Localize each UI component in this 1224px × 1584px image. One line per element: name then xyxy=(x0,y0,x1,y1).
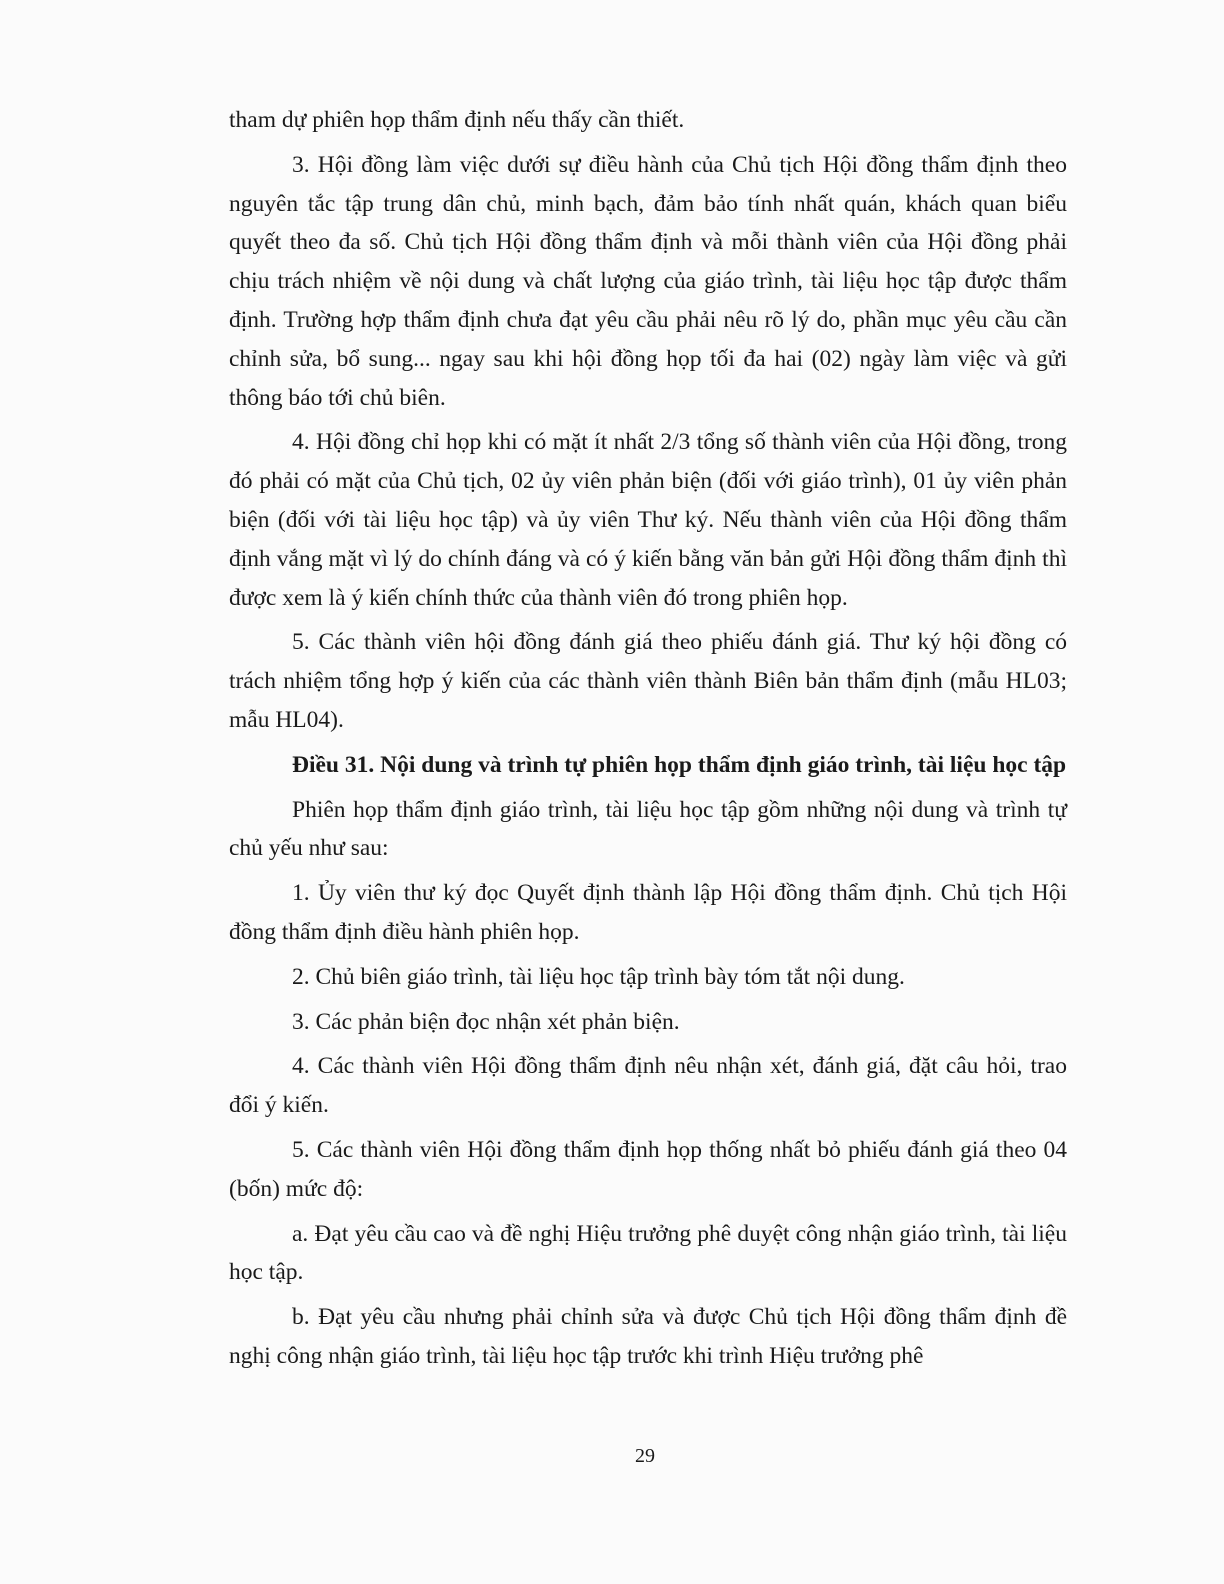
sub-list-item: b. Đạt yêu cầu nhưng phải chỉnh sửa và được Chủ tịch Hội đồng thẩm định đề nghị công nhận giáo trình, tài liệu học tập trước khi trình Hiệu trưởng phê xyxy=(229,1304,1067,1369)
paragraph: 3. Hội đồng làm việc dưới sự điều hành của Chủ tịch Hội đồng thẩm định theo nguyên tắc tập trung dân chủ, minh bạch, đảm bảo tính nhất quán, khách quan biểu quyết theo đa số. Chủ tịch Hội đồng thẩm định và mỗi thành viên của Hội đồng phải chịu trách nhiệm về nội dung và chất lượng của giáo trình, tài liệu học tập được thẩm định. Trường hợp thẩm định chưa đạt yêu cầu phải nêu rõ lý do, phần mục yêu cầu cần chỉnh sửa, bổ sung... ngay sau khi hội đồng họp tối đa hai (02) ngày làm việc và gửi thông báo tới chủ biên. xyxy=(229,151,1067,411)
list-item: 5. Các thành viên Hội đồng thẩm định họp thống nhất bỏ phiếu đánh giá theo 04 (bốn) mức độ: xyxy=(229,1136,1067,1202)
paragraph: 5. Các thành viên hội đồng đánh giá theo phiếu đánh giá. Thư ký hội đồng có trách nhiệm tổng hợp ý kiến của các thành viên thành Biên bản thẩm định (mẫu HL03; mẫu HL04). xyxy=(229,629,1067,733)
list-item: 2. Chủ biên giáo trình, tài liệu học tập trình bày tóm tắt nội dung. xyxy=(292,963,905,990)
sub-list-item: a. Đạt yêu cầu cao và đề nghị Hiệu trưởng phê duyệt công nhận giáo trình, tài liệu học tập. xyxy=(229,1220,1067,1286)
paragraph: tham dự phiên họp thẩm định nếu thấy cần thiết. xyxy=(229,107,685,133)
list-item: 4. Các thành viên Hội đồng thẩm định nêu nhận xét, đánh giá, đặt câu hỏi, trao đổi ý kiến. xyxy=(229,1053,1067,1119)
paragraph: 4. Hội đồng chỉ họp khi có mặt ít nhất 2/3 tổng số thành viên của Hội đồng, trong đó phải có mặt của Chủ tịch, 02 ủy viên phản biện (đối với giáo trình), 01 ủy viên phản biện (đối với tài liệu học tập) và ủy viên Thư ký. Nếu thành viên của Hội đồng thẩm định vắng mặt vì lý do chính đáng và có ý kiến bằng văn bản gửi Hội đồng thẩm định thì được xem là ý kiến chính thức của thành viên đó trong phiên họp. xyxy=(229,429,1067,611)
list-item: 3. Các phản biện đọc nhận xét phản biện. xyxy=(292,1008,680,1035)
list-item: 1. Ủy viên thư ký đọc Quyết định thành lập Hội đồng thẩm định. Chủ tịch Hội đồng thẩm định điều hành phiên họp. xyxy=(229,880,1067,945)
paragraph: Phiên họp thẩm định giáo trình, tài liệu học tập gồm những nội dung và trình tự chủ yếu như sau: xyxy=(229,796,1067,862)
document-body xyxy=(229,101,1067,1382)
article-heading: Điều 31. Nội dung và trình tự phiên họp thẩm định giáo trình, tài liệu học tập xyxy=(292,751,1067,778)
page-number: 29 xyxy=(635,1445,655,1467)
